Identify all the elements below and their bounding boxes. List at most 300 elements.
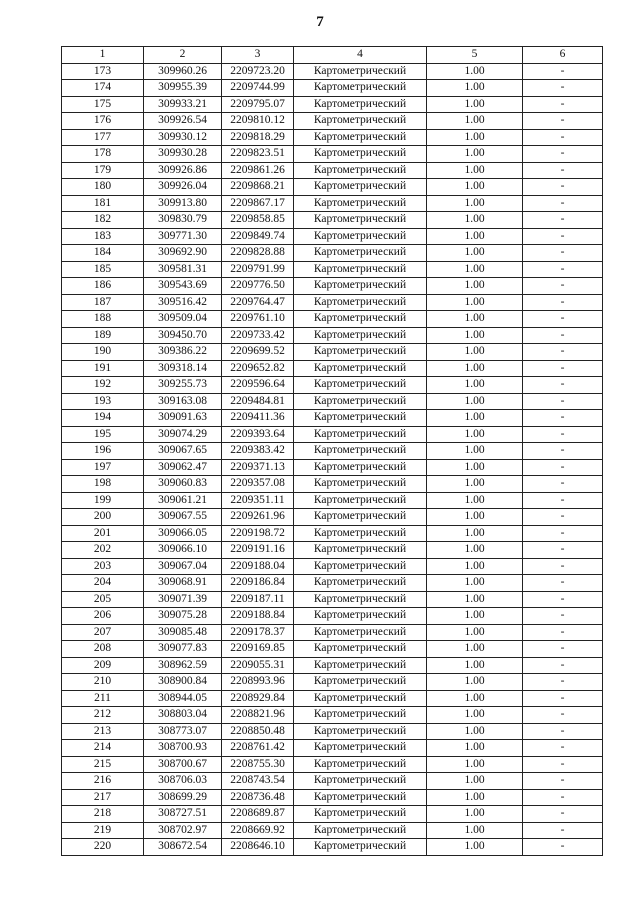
- y-coordinate-cell: 2209187.11: [222, 591, 294, 608]
- method-cell: Картометрический: [294, 822, 427, 839]
- accuracy-cell: 1.00: [427, 657, 523, 674]
- y-coordinate-cell: 2209055.31: [222, 657, 294, 674]
- y-coordinate-cell: 2208755.30: [222, 756, 294, 773]
- y-coordinate-cell: 2209383.42: [222, 443, 294, 460]
- note-cell: -: [523, 542, 603, 559]
- accuracy-cell: 1.00: [427, 261, 523, 278]
- point-number-cell: 211: [62, 690, 144, 707]
- accuracy-cell: 1.00: [427, 129, 523, 146]
- note-cell: -: [523, 245, 603, 262]
- accuracy-cell: 1.00: [427, 476, 523, 493]
- x-coordinate-cell: 309830.79: [144, 212, 222, 229]
- note-cell: -: [523, 113, 603, 130]
- point-number-cell: 202: [62, 542, 144, 559]
- y-coordinate-cell: 2209823.51: [222, 146, 294, 163]
- accuracy-cell: 1.00: [427, 674, 523, 691]
- note-cell: -: [523, 591, 603, 608]
- table-row: [62, 228, 603, 245]
- y-coordinate-cell: 2209484.81: [222, 393, 294, 410]
- table-row: [62, 245, 603, 262]
- note-cell: -: [523, 63, 603, 80]
- x-coordinate-cell: 309318.14: [144, 360, 222, 377]
- note-cell: -: [523, 773, 603, 790]
- point-number-cell: 188: [62, 311, 144, 328]
- column-header: 5: [427, 47, 523, 64]
- point-number-cell: 189: [62, 327, 144, 344]
- table-row: [62, 113, 603, 130]
- y-coordinate-cell: 2209351.11: [222, 492, 294, 509]
- table-row: [62, 80, 603, 97]
- table-row: [62, 96, 603, 113]
- point-number-cell: 205: [62, 591, 144, 608]
- x-coordinate-cell: 309255.73: [144, 377, 222, 394]
- note-cell: -: [523, 410, 603, 427]
- table-row: [62, 756, 603, 773]
- point-number-cell: 200: [62, 509, 144, 526]
- method-cell: Картометрический: [294, 674, 427, 691]
- accuracy-cell: 1.00: [427, 393, 523, 410]
- x-coordinate-cell: 309926.04: [144, 179, 222, 196]
- x-coordinate-cell: 309450.70: [144, 327, 222, 344]
- point-number-cell: 213: [62, 723, 144, 740]
- table-body: [62, 63, 603, 855]
- note-cell: -: [523, 839, 603, 856]
- table-row: [62, 822, 603, 839]
- accuracy-cell: 1.00: [427, 641, 523, 658]
- accuracy-cell: 1.00: [427, 410, 523, 427]
- method-cell: Картометрический: [294, 476, 427, 493]
- point-number-cell: 208: [62, 641, 144, 658]
- note-cell: -: [523, 129, 603, 146]
- table-row: [62, 212, 603, 229]
- table-row: [62, 129, 603, 146]
- y-coordinate-cell: 2209861.26: [222, 162, 294, 179]
- accuracy-cell: 1.00: [427, 542, 523, 559]
- method-cell: Картометрический: [294, 657, 427, 674]
- method-cell: Картометрический: [294, 575, 427, 592]
- note-cell: -: [523, 674, 603, 691]
- point-number-cell: 216: [62, 773, 144, 790]
- method-cell: Картометрический: [294, 278, 427, 295]
- accuracy-cell: 1.00: [427, 294, 523, 311]
- y-coordinate-cell: 2208850.48: [222, 723, 294, 740]
- accuracy-cell: 1.00: [427, 806, 523, 823]
- accuracy-cell: 1.00: [427, 608, 523, 625]
- point-number-cell: 199: [62, 492, 144, 509]
- point-number-cell: 192: [62, 377, 144, 394]
- x-coordinate-cell: 309509.04: [144, 311, 222, 328]
- point-number-cell: 179: [62, 162, 144, 179]
- y-coordinate-cell: 2209858.85: [222, 212, 294, 229]
- accuracy-cell: 1.00: [427, 624, 523, 641]
- note-cell: -: [523, 162, 603, 179]
- x-coordinate-cell: 308672.54: [144, 839, 222, 856]
- x-coordinate-cell: 309067.65: [144, 443, 222, 460]
- point-number-cell: 219: [62, 822, 144, 839]
- x-coordinate-cell: 309071.39: [144, 591, 222, 608]
- note-cell: -: [523, 278, 603, 295]
- note-cell: -: [523, 525, 603, 542]
- y-coordinate-cell: 2209186.84: [222, 575, 294, 592]
- note-cell: -: [523, 806, 603, 823]
- method-cell: Картометрический: [294, 261, 427, 278]
- table-row: [62, 162, 603, 179]
- point-number-cell: 175: [62, 96, 144, 113]
- table-row: [62, 575, 603, 592]
- point-number-cell: 203: [62, 558, 144, 575]
- y-coordinate-cell: 2208669.92: [222, 822, 294, 839]
- accuracy-cell: 1.00: [427, 591, 523, 608]
- accuracy-cell: 1.00: [427, 377, 523, 394]
- point-number-cell: 212: [62, 707, 144, 724]
- table-row: [62, 690, 603, 707]
- accuracy-cell: 1.00: [427, 327, 523, 344]
- x-coordinate-cell: 309960.26: [144, 63, 222, 80]
- y-coordinate-cell: 2209818.29: [222, 129, 294, 146]
- point-number-cell: 215: [62, 756, 144, 773]
- x-coordinate-cell: 309060.83: [144, 476, 222, 493]
- note-cell: -: [523, 723, 603, 740]
- x-coordinate-cell: 308702.97: [144, 822, 222, 839]
- accuracy-cell: 1.00: [427, 360, 523, 377]
- x-coordinate-cell: 309067.04: [144, 558, 222, 575]
- y-coordinate-cell: 2209849.74: [222, 228, 294, 245]
- x-coordinate-cell: 308773.07: [144, 723, 222, 740]
- x-coordinate-cell: 309926.54: [144, 113, 222, 130]
- table-row: [62, 146, 603, 163]
- method-cell: Картометрический: [294, 162, 427, 179]
- note-cell: -: [523, 228, 603, 245]
- y-coordinate-cell: 2209744.99: [222, 80, 294, 97]
- accuracy-cell: 1.00: [427, 707, 523, 724]
- method-cell: Картометрический: [294, 311, 427, 328]
- x-coordinate-cell: 309066.10: [144, 542, 222, 559]
- method-cell: Картометрический: [294, 146, 427, 163]
- coordinates-table: [61, 46, 603, 856]
- accuracy-cell: 1.00: [427, 195, 523, 212]
- accuracy-cell: 1.00: [427, 443, 523, 460]
- point-number-cell: 182: [62, 212, 144, 229]
- note-cell: -: [523, 179, 603, 196]
- point-number-cell: 210: [62, 674, 144, 691]
- x-coordinate-cell: 308700.93: [144, 740, 222, 757]
- table-row: [62, 773, 603, 790]
- note-cell: -: [523, 195, 603, 212]
- table-row: [62, 261, 603, 278]
- accuracy-cell: 1.00: [427, 773, 523, 790]
- point-number-cell: 173: [62, 63, 144, 80]
- table-row: [62, 608, 603, 625]
- note-cell: -: [523, 80, 603, 97]
- point-number-cell: 183: [62, 228, 144, 245]
- y-coordinate-cell: 2208929.84: [222, 690, 294, 707]
- note-cell: -: [523, 443, 603, 460]
- x-coordinate-cell: 309516.42: [144, 294, 222, 311]
- table-row: [62, 459, 603, 476]
- y-coordinate-cell: 2209723.20: [222, 63, 294, 80]
- accuracy-cell: 1.00: [427, 426, 523, 443]
- table-row: [62, 360, 603, 377]
- method-cell: Картометрический: [294, 63, 427, 80]
- y-coordinate-cell: 2209371.13: [222, 459, 294, 476]
- y-coordinate-cell: 2209733.42: [222, 327, 294, 344]
- note-cell: -: [523, 690, 603, 707]
- y-coordinate-cell: 2209411.36: [222, 410, 294, 427]
- point-number-cell: 206: [62, 608, 144, 625]
- method-cell: Картометрический: [294, 707, 427, 724]
- table-row: [62, 707, 603, 724]
- table-row: [62, 443, 603, 460]
- point-number-cell: 204: [62, 575, 144, 592]
- table-row: [62, 591, 603, 608]
- x-coordinate-cell: 309077.83: [144, 641, 222, 658]
- y-coordinate-cell: 2209393.64: [222, 426, 294, 443]
- accuracy-cell: 1.00: [427, 146, 523, 163]
- table-row: [62, 278, 603, 295]
- table-row: [62, 789, 603, 806]
- column-header: 4: [294, 47, 427, 64]
- y-coordinate-cell: 2209178.37: [222, 624, 294, 641]
- x-coordinate-cell: 308700.67: [144, 756, 222, 773]
- point-number-cell: 176: [62, 113, 144, 130]
- accuracy-cell: 1.00: [427, 525, 523, 542]
- x-coordinate-cell: 309543.69: [144, 278, 222, 295]
- method-cell: Картометрический: [294, 294, 427, 311]
- x-coordinate-cell: 309955.39: [144, 80, 222, 97]
- x-coordinate-cell: 309930.12: [144, 129, 222, 146]
- method-cell: Картометрический: [294, 756, 427, 773]
- method-cell: Картометрический: [294, 492, 427, 509]
- x-coordinate-cell: 309926.86: [144, 162, 222, 179]
- point-number-cell: 194: [62, 410, 144, 427]
- point-number-cell: 191: [62, 360, 144, 377]
- method-cell: Картометрический: [294, 195, 427, 212]
- y-coordinate-cell: 2208689.87: [222, 806, 294, 823]
- point-number-cell: 187: [62, 294, 144, 311]
- table-header-row: [62, 47, 603, 64]
- accuracy-cell: 1.00: [427, 822, 523, 839]
- table-row: [62, 492, 603, 509]
- note-cell: -: [523, 756, 603, 773]
- point-number-cell: 185: [62, 261, 144, 278]
- note-cell: -: [523, 294, 603, 311]
- table-row: [62, 476, 603, 493]
- point-number-cell: 177: [62, 129, 144, 146]
- y-coordinate-cell: 2209795.07: [222, 96, 294, 113]
- note-cell: -: [523, 311, 603, 328]
- note-cell: -: [523, 476, 603, 493]
- table-row: [62, 723, 603, 740]
- accuracy-cell: 1.00: [427, 344, 523, 361]
- x-coordinate-cell: 309062.47: [144, 459, 222, 476]
- point-number-cell: 190: [62, 344, 144, 361]
- x-coordinate-cell: 308727.51: [144, 806, 222, 823]
- method-cell: Картометрический: [294, 344, 427, 361]
- note-cell: -: [523, 344, 603, 361]
- point-number-cell: 214: [62, 740, 144, 757]
- note-cell: -: [523, 212, 603, 229]
- table-row: [62, 839, 603, 856]
- x-coordinate-cell: 309075.28: [144, 608, 222, 625]
- note-cell: -: [523, 459, 603, 476]
- x-coordinate-cell: 309085.48: [144, 624, 222, 641]
- column-header: 3: [222, 47, 294, 64]
- y-coordinate-cell: 2209198.72: [222, 525, 294, 542]
- accuracy-cell: 1.00: [427, 756, 523, 773]
- table-row: [62, 624, 603, 641]
- y-coordinate-cell: 2209169.85: [222, 641, 294, 658]
- y-coordinate-cell: 2208761.42: [222, 740, 294, 757]
- method-cell: Картометрический: [294, 179, 427, 196]
- x-coordinate-cell: 309581.31: [144, 261, 222, 278]
- table-row: [62, 327, 603, 344]
- table-row: [62, 377, 603, 394]
- method-cell: Картометрический: [294, 129, 427, 146]
- y-coordinate-cell: 2209761.10: [222, 311, 294, 328]
- y-coordinate-cell: 2209596.64: [222, 377, 294, 394]
- note-cell: -: [523, 492, 603, 509]
- accuracy-cell: 1.00: [427, 839, 523, 856]
- note-cell: -: [523, 426, 603, 443]
- x-coordinate-cell: 308803.04: [144, 707, 222, 724]
- note-cell: -: [523, 509, 603, 526]
- column-header: 2: [144, 47, 222, 64]
- accuracy-cell: 1.00: [427, 723, 523, 740]
- x-coordinate-cell: 308706.03: [144, 773, 222, 790]
- table-row: [62, 195, 603, 212]
- note-cell: -: [523, 822, 603, 839]
- accuracy-cell: 1.00: [427, 509, 523, 526]
- accuracy-cell: 1.00: [427, 245, 523, 262]
- y-coordinate-cell: 2209776.50: [222, 278, 294, 295]
- y-coordinate-cell: 2209357.08: [222, 476, 294, 493]
- table-row: [62, 542, 603, 559]
- y-coordinate-cell: 2209791.99: [222, 261, 294, 278]
- accuracy-cell: 1.00: [427, 162, 523, 179]
- accuracy-cell: 1.00: [427, 690, 523, 707]
- x-coordinate-cell: 309068.91: [144, 575, 222, 592]
- table-row: [62, 806, 603, 823]
- method-cell: Картометрический: [294, 723, 427, 740]
- point-number-cell: 196: [62, 443, 144, 460]
- note-cell: -: [523, 360, 603, 377]
- table-row: [62, 426, 603, 443]
- page-number: 7: [316, 14, 324, 30]
- y-coordinate-cell: 2209188.04: [222, 558, 294, 575]
- y-coordinate-cell: 2209764.47: [222, 294, 294, 311]
- method-cell: Картометрический: [294, 624, 427, 641]
- accuracy-cell: 1.00: [427, 113, 523, 130]
- note-cell: -: [523, 707, 603, 724]
- table-row: [62, 509, 603, 526]
- x-coordinate-cell: 309771.30: [144, 228, 222, 245]
- x-coordinate-cell: 309386.22: [144, 344, 222, 361]
- accuracy-cell: 1.00: [427, 459, 523, 476]
- accuracy-cell: 1.00: [427, 492, 523, 509]
- note-cell: -: [523, 740, 603, 757]
- method-cell: Картометрический: [294, 789, 427, 806]
- point-number-cell: 201: [62, 525, 144, 542]
- table-row: [62, 740, 603, 757]
- method-cell: Картометрический: [294, 690, 427, 707]
- accuracy-cell: 1.00: [427, 278, 523, 295]
- accuracy-cell: 1.00: [427, 96, 523, 113]
- point-number-cell: 207: [62, 624, 144, 641]
- note-cell: -: [523, 641, 603, 658]
- y-coordinate-cell: 2209828.88: [222, 245, 294, 262]
- table-row: [62, 410, 603, 427]
- method-cell: Картометрический: [294, 80, 427, 97]
- y-coordinate-cell: 2209810.12: [222, 113, 294, 130]
- method-cell: Картометрический: [294, 525, 427, 542]
- accuracy-cell: 1.00: [427, 212, 523, 229]
- table-row: [62, 294, 603, 311]
- table-row: [62, 525, 603, 542]
- accuracy-cell: 1.00: [427, 789, 523, 806]
- note-cell: -: [523, 575, 603, 592]
- y-coordinate-cell: 2208821.96: [222, 707, 294, 724]
- method-cell: Картометрический: [294, 542, 427, 559]
- point-number-cell: 220: [62, 839, 144, 856]
- note-cell: -: [523, 377, 603, 394]
- table-row: [62, 311, 603, 328]
- x-coordinate-cell: 309061.21: [144, 492, 222, 509]
- point-number-cell: 174: [62, 80, 144, 97]
- accuracy-cell: 1.00: [427, 558, 523, 575]
- x-coordinate-cell: 309067.55: [144, 509, 222, 526]
- table-row: [62, 674, 603, 691]
- note-cell: -: [523, 327, 603, 344]
- x-coordinate-cell: 308962.59: [144, 657, 222, 674]
- method-cell: Картометрический: [294, 806, 427, 823]
- method-cell: Картометрический: [294, 113, 427, 130]
- table-row: [62, 558, 603, 575]
- note-cell: -: [523, 624, 603, 641]
- method-cell: Картометрический: [294, 608, 427, 625]
- x-coordinate-cell: 309933.21: [144, 96, 222, 113]
- method-cell: Картометрический: [294, 443, 427, 460]
- note-cell: -: [523, 789, 603, 806]
- point-number-cell: 195: [62, 426, 144, 443]
- y-coordinate-cell: 2209652.82: [222, 360, 294, 377]
- method-cell: Картометрический: [294, 839, 427, 856]
- method-cell: Картометрический: [294, 327, 427, 344]
- point-number-cell: 218: [62, 806, 144, 823]
- table-row: [62, 344, 603, 361]
- y-coordinate-cell: 2208743.54: [222, 773, 294, 790]
- y-coordinate-cell: 2208646.10: [222, 839, 294, 856]
- accuracy-cell: 1.00: [427, 228, 523, 245]
- point-number-cell: 209: [62, 657, 144, 674]
- accuracy-cell: 1.00: [427, 311, 523, 328]
- point-number-cell: 180: [62, 179, 144, 196]
- note-cell: -: [523, 261, 603, 278]
- note-cell: -: [523, 146, 603, 163]
- table-row: [62, 657, 603, 674]
- x-coordinate-cell: 309074.29: [144, 426, 222, 443]
- method-cell: Картометрический: [294, 740, 427, 757]
- column-header: 1: [62, 47, 144, 64]
- table-row: [62, 63, 603, 80]
- method-cell: Картометрический: [294, 773, 427, 790]
- method-cell: Картометрический: [294, 360, 427, 377]
- y-coordinate-cell: 2209188.84: [222, 608, 294, 625]
- method-cell: Картометрический: [294, 459, 427, 476]
- x-coordinate-cell: 309913.80: [144, 195, 222, 212]
- method-cell: Картометрический: [294, 509, 427, 526]
- y-coordinate-cell: 2209699.52: [222, 344, 294, 361]
- method-cell: Картометрический: [294, 641, 427, 658]
